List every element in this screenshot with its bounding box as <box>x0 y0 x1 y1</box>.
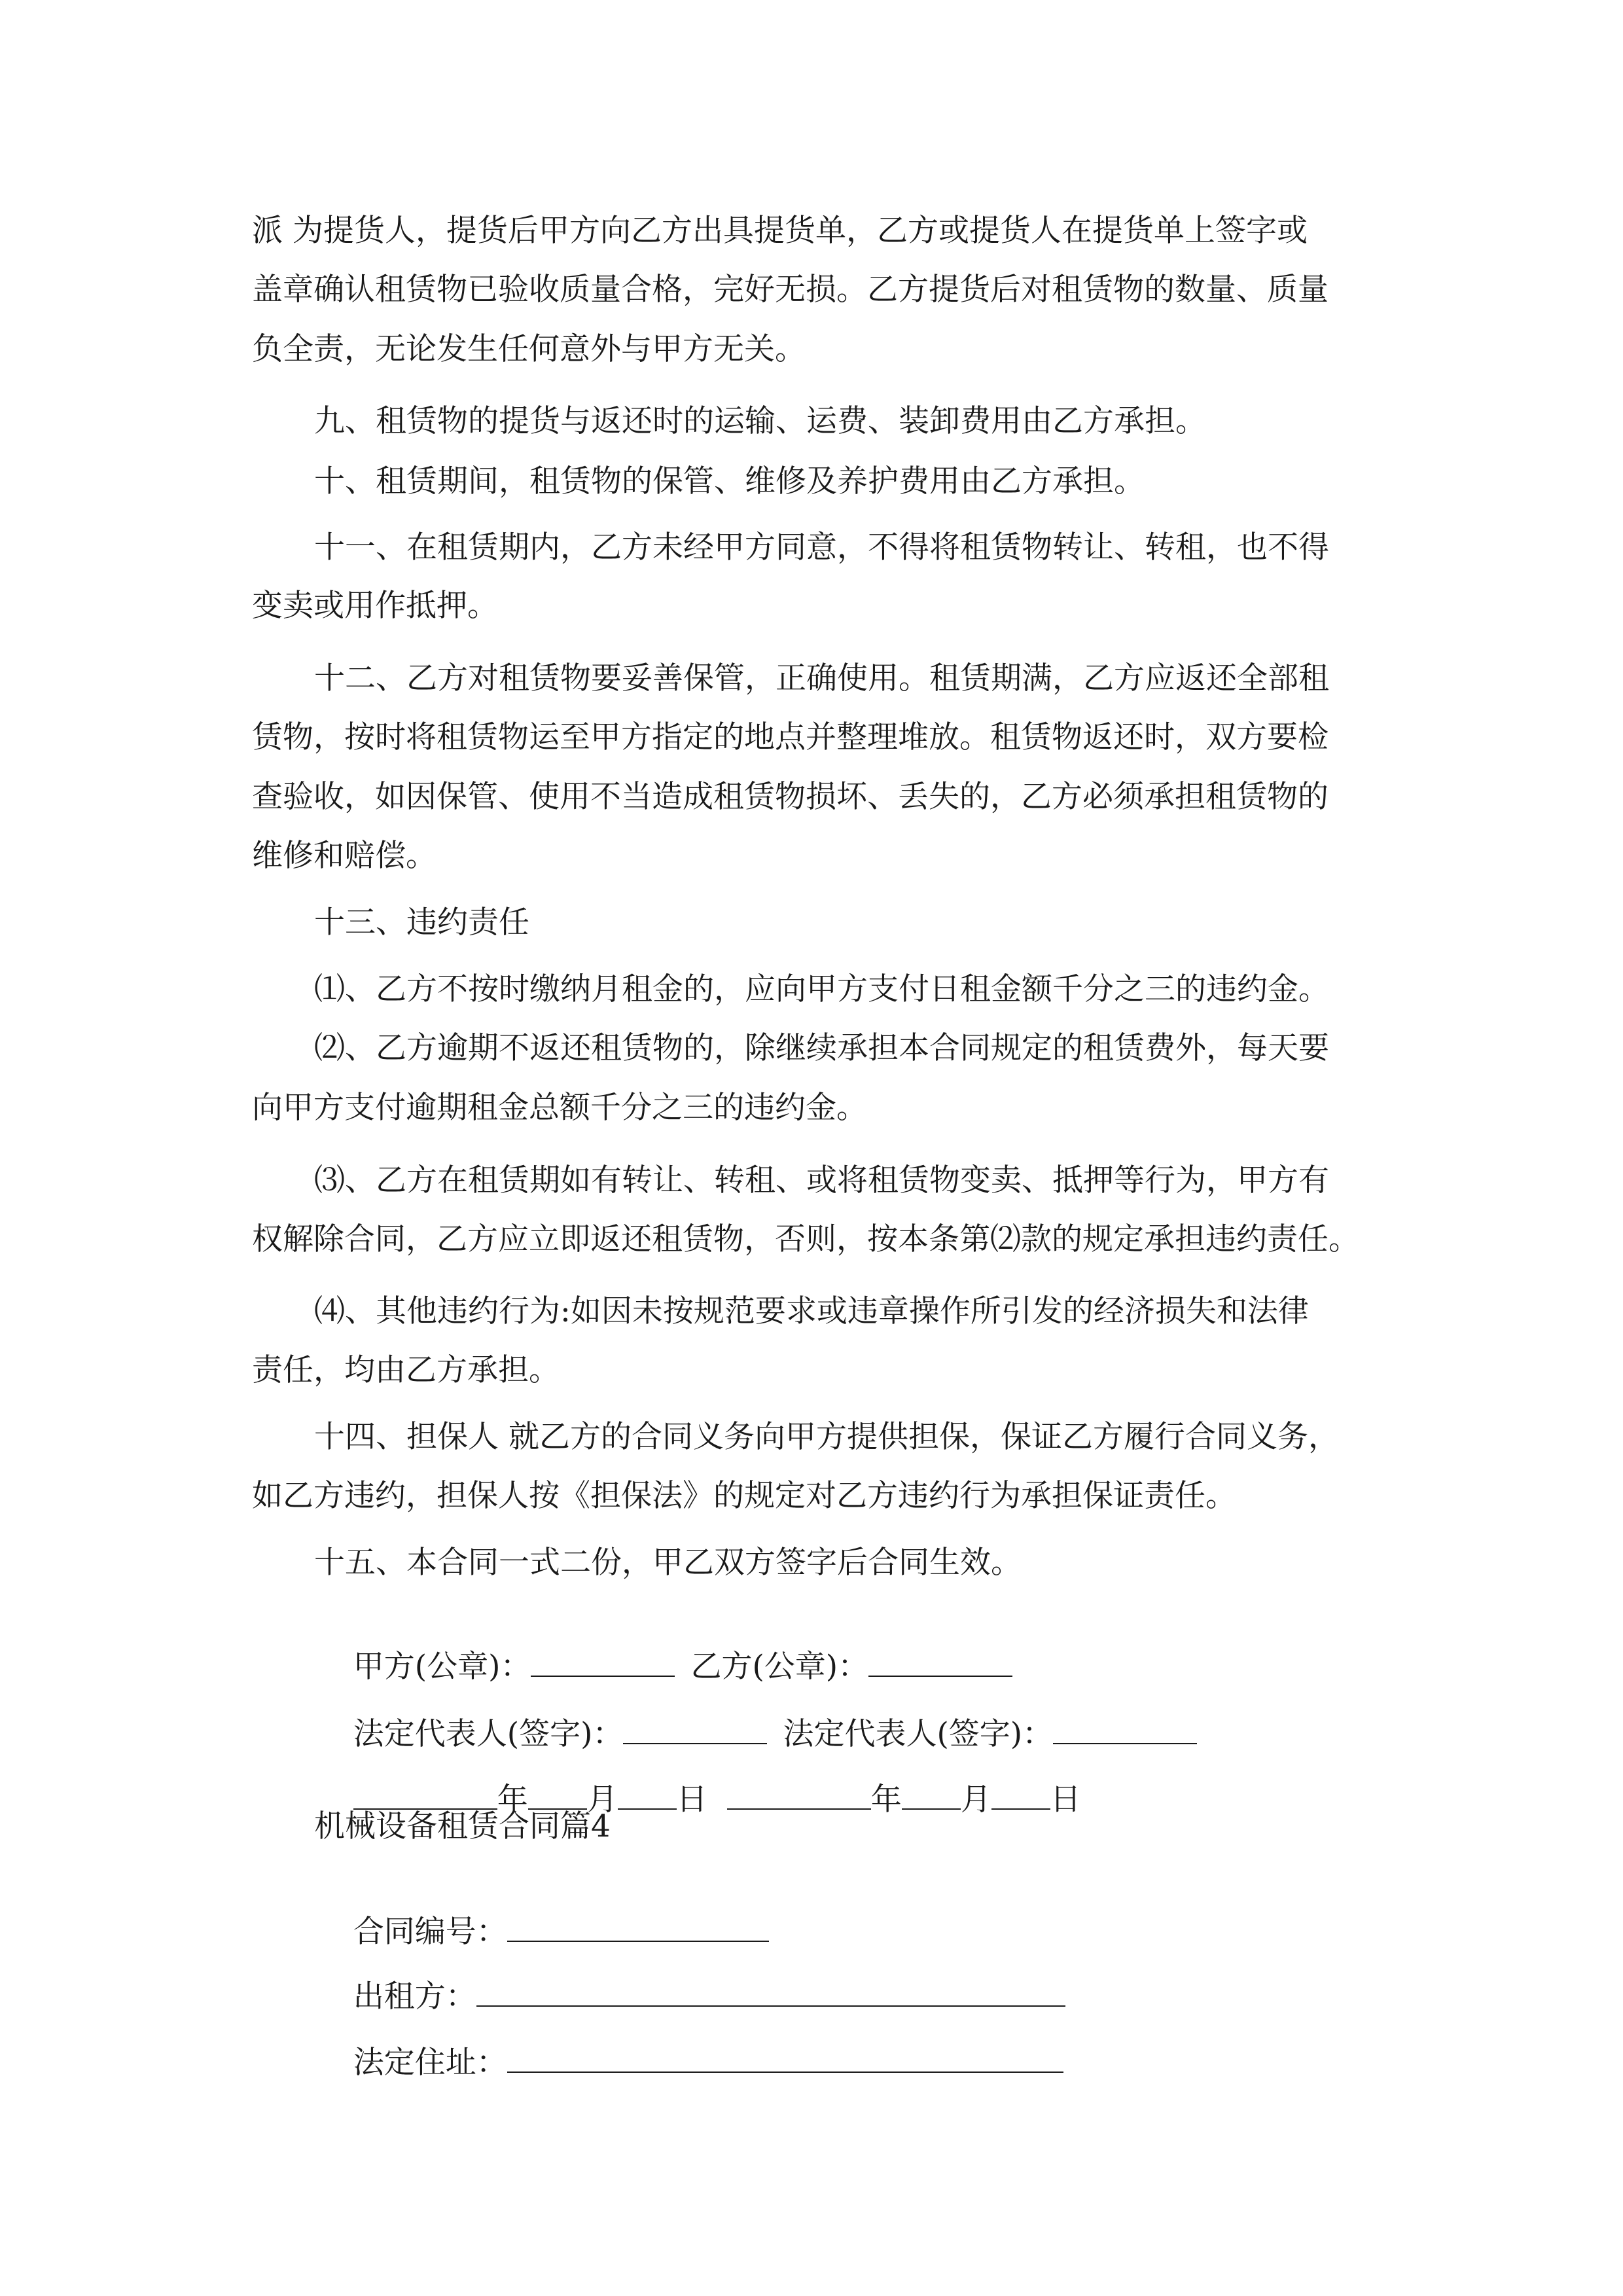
day-blank-a <box>618 1782 677 1810</box>
address-line <box>314 2004 1063 2081</box>
address-label: 法定住址： <box>353 2045 507 2081</box>
seal-line <box>314 1608 1012 1685</box>
clause-14: 十四、担保人 就乙方的合同义务向甲方提供担保，保证乙方履行合同义务， <box>314 1419 1339 1455</box>
paragraph-line: 如乙方违约，担保人按《担保法》的规定对乙方违约行为承担保证责任。 <box>252 1478 1236 1514</box>
clause-10: 十、租赁期间，租赁物的保管、维修及养护费用由乙方承担。 <box>314 463 1145 499</box>
paragraph-line: 向甲方支付逾期租金总额千分之三的违约金。 <box>252 1090 867 1126</box>
paragraph-line: 盖章确认租赁物已验收质量合格，完好无损。乙方提货后对租赁物的数量、质量 <box>252 272 1329 308</box>
rep-a-label: 法定代表人(签字)： <box>353 1716 624 1752</box>
clause-15: 十五、本合同一式二份，甲乙双方签字后合同生效。 <box>314 1545 1022 1581</box>
month-blank-a <box>528 1782 587 1810</box>
address-blank <box>507 2045 1063 2073</box>
paragraph-line: 查验收，如因保管、使用不当造成租赁物损坏、丢失的，乙方必须承担租赁物的 <box>252 779 1329 815</box>
lessor-blank <box>476 1979 1065 2007</box>
clause-11: 十一、在租赁期内，乙方未经甲方同意，不得将租赁物转让、转租，也不得 <box>314 529 1329 565</box>
lessor-label: 出租方： <box>353 1979 476 2015</box>
clause-12: 十二、乙方对租赁物要妥善保管，正确使用。租赁期满，乙方应返还全部租 <box>314 660 1329 696</box>
year-label: 年 <box>497 1782 528 1818</box>
rep-b-blank <box>1053 1717 1197 1744</box>
section-title: 机械设备租赁合同篇4 <box>314 1808 611 1844</box>
year-label: 年 <box>870 1782 902 1818</box>
clause-13-item-2: ⑵、乙方逾期不返还租赁物的，除继续承担本合同规定的租赁费外，每天要 <box>314 1030 1329 1066</box>
month-label: 月 <box>960 1782 991 1818</box>
lessor-line <box>314 1938 1065 2015</box>
month-blank-b <box>902 1782 961 1810</box>
clause-13-heading: 十三、违约责任 <box>314 905 529 941</box>
clause-9: 九、租赁物的提货与返还时的运输、运费、装卸费用由乙方承担。 <box>314 403 1206 439</box>
paragraph-line: 变卖或用作抵押。 <box>252 588 498 624</box>
paragraph-line: 派 为提货人，提货后甲方向乙方出具提货单，乙方或提货人在提货单上签字或 <box>252 213 1308 249</box>
party-a-seal-label: 甲方(公章)： <box>353 1649 531 1685</box>
paragraph-line: 维修和赔偿。 <box>252 838 437 874</box>
day-blank-b <box>991 1782 1050 1810</box>
date-line <box>314 1741 1081 1818</box>
party-b-seal-blank <box>868 1649 1012 1677</box>
day-label: 日 <box>676 1782 707 1818</box>
paragraph-line: 责任，均由乙方承担。 <box>252 1352 560 1388</box>
clause-13-item-1: ⑴、乙方不按时缴纳月租金的，应向甲方支付日租金额千分之三的违约金。 <box>314 971 1329 1007</box>
paragraph-line: 赁物，按时将租赁物运至甲方指定的地点并整理堆放。租赁物返还时，双方要检 <box>252 719 1329 755</box>
rep-a-blank <box>623 1717 767 1744</box>
clause-13-item-3: ⑶、乙方在租赁期如有转让、转租、或将租赁物变卖、抵押等行为，甲方有 <box>314 1162 1329 1198</box>
contract-number-label: 合同编号： <box>353 1914 507 1950</box>
paragraph-line: 权解除合同，乙方应立即返还租赁物，否则，按本条第⑵款的规定承担违约责任。 <box>252 1221 1359 1257</box>
representative-line <box>314 1676 1197 1752</box>
contract-number-line <box>314 1873 769 1950</box>
year-blank-b <box>727 1782 871 1810</box>
clause-13-item-4: ⑷、其他违约行为:如因未按规范要求或违章操作所引发的经济损失和法律 <box>314 1293 1309 1329</box>
paragraph-line: 负全责，无论发生任何意外与甲方无关。 <box>252 331 806 367</box>
party-b-seal-label: 乙方(公章)： <box>690 1649 869 1685</box>
rep-b-label: 法定代表人(签字)： <box>783 1716 1054 1752</box>
day-label: 日 <box>1050 1782 1081 1818</box>
month-label: 月 <box>586 1782 618 1818</box>
party-a-seal-blank <box>531 1649 675 1677</box>
year-blank-a <box>353 1782 497 1810</box>
